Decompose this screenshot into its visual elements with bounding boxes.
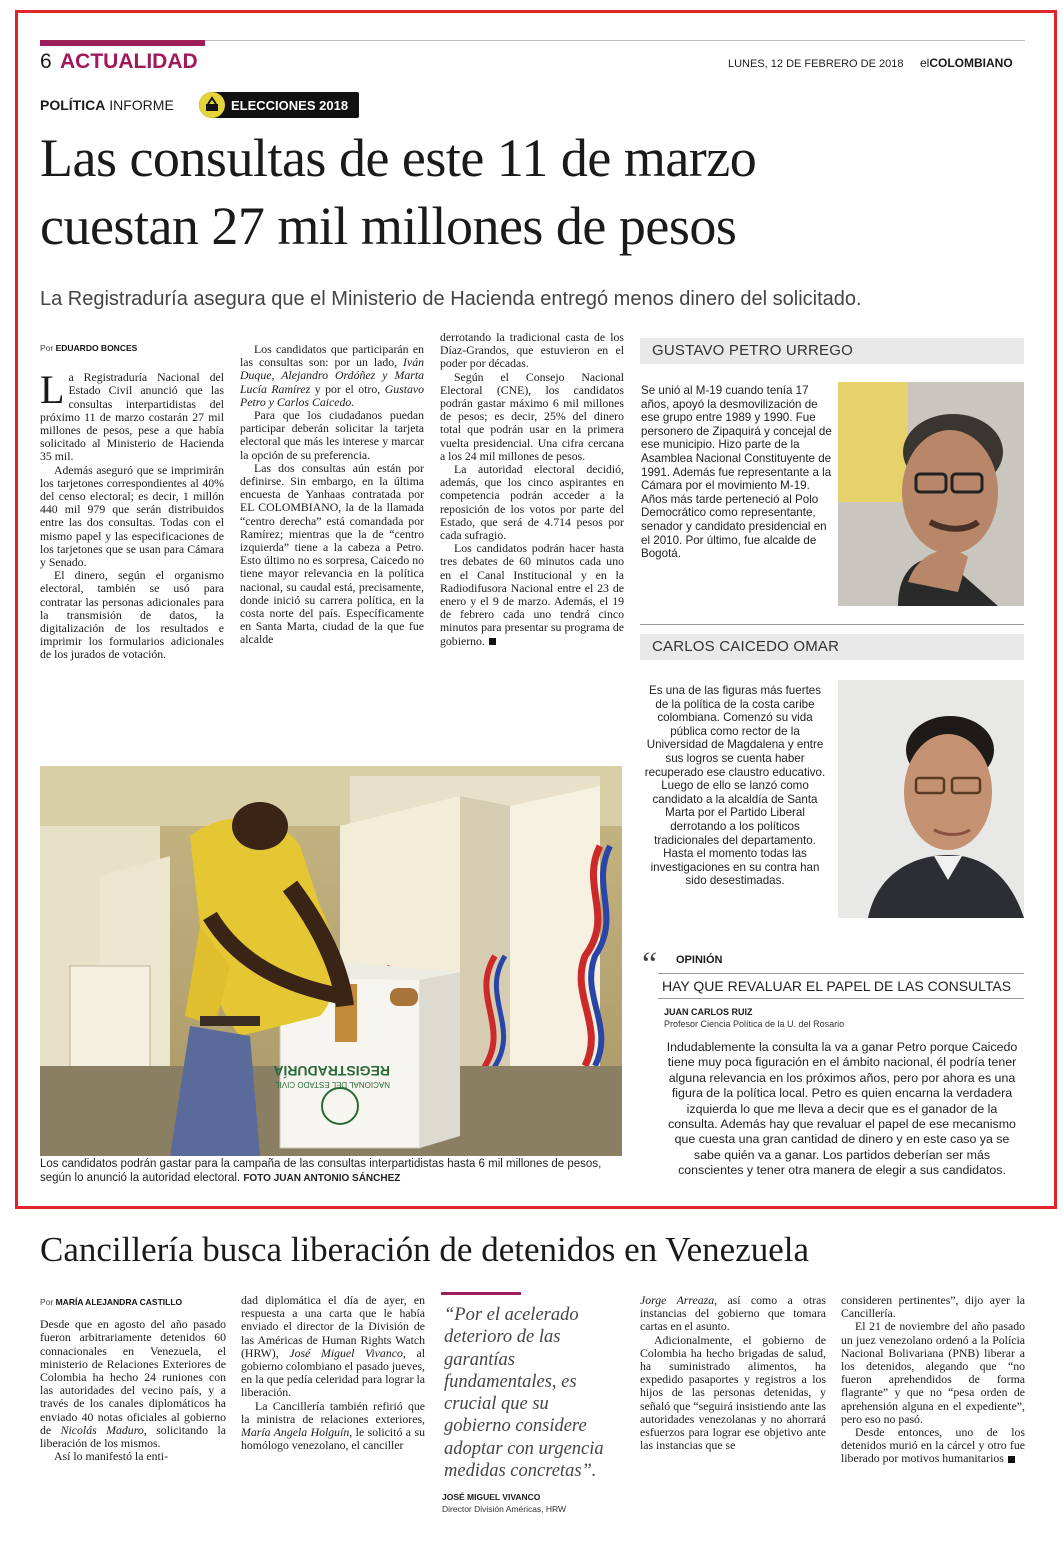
byline xyxy=(40,342,224,355)
opinion-author-role: Profesor Ciencia Política de la U. del Rosario xyxy=(664,1019,845,1029)
paragraph: Adicionalmente, el gobierno de Colombia ha hecho brigadas de salud, ha suministrado alimentos, ha expedido pasaportes y registros a los hijos de las personas detenidas, y señaló que “seguirá insistiendo ante las autoridades venezolanas y no ahorrará esfuerzos para lograr ese objetivo ante las instancias que se xyxy=(640,1332,826,1453)
opinion-author: JUAN CARLOS RUIZ xyxy=(664,1007,753,1017)
profile-caicedo-bio: Es una de las figuras más fuertes de la política de la costa caribe colombiana. Comenzó su vida pública como rector de la Universidad de Magdalena y entre sus logros se cuenta haber recuperado ese claustro educativo. Luego de ello se lanzó como candidato a la alcaldía de Santa Marta por el Partido Liberal derrotando a los políticos tradicionales del departamento. Hasta el momento todas las investigaciones en su contra han sido desestimadas. xyxy=(644,684,826,888)
kicker-section: POLÍTICA xyxy=(40,97,106,113)
author-name: MARÍA ALEJANDRA CASTILLO xyxy=(55,1297,183,1307)
petro-portrait xyxy=(838,382,1024,606)
sidebar-divider xyxy=(640,624,1024,625)
article-column-2 xyxy=(240,343,424,647)
caption-text: Los candidatos podrán gastar para la campaña de las consultas interpartidistas hasta 6 mil millones de pesos, según lo anunció la autoridad electoral. xyxy=(40,1158,602,1184)
author-name: EDUARDO BONCES xyxy=(55,343,138,353)
pullquote-author-role: Director División Américas, HRW xyxy=(442,1504,567,1514)
photo-credit: FOTO JUAN ANTONIO SÁNCHEZ xyxy=(243,1172,401,1184)
person-name: Nicolás Maduro xyxy=(60,1422,144,1437)
candidate-names: Iván Duque, Alejandro Ordóñez y Marta Lucía Ramírez xyxy=(240,355,424,396)
ballot-icon xyxy=(199,92,225,118)
article2-column-4 xyxy=(640,1294,826,1452)
article2-column-5 xyxy=(841,1294,1025,1466)
paragraph xyxy=(841,1426,1025,1466)
section-title: ACTUALIDAD xyxy=(60,50,198,73)
section-accent-bar xyxy=(40,40,205,46)
photo-caption xyxy=(40,1158,626,1185)
article-kicker xyxy=(40,97,174,113)
headline-line-2: cuestan 27 mil millones de pesos xyxy=(40,196,737,256)
pullquote-accent-bar xyxy=(441,1292,521,1295)
paper-name: COLOMBIANO xyxy=(929,56,1013,70)
paragraph: El 21 de noviembre del año pasado un juez venezolano ordenó a la Polícia Nacional Bolivariana (PNB) liberar a los detenidos, alegando que “no fueron aprehendidos de forma flagrante” y que no “pesa orden de aprehensión alguna en el expediente”, pero eso no pasó. xyxy=(841,1319,1025,1426)
article-column-3 xyxy=(440,331,624,648)
paragraph xyxy=(40,1318,226,1450)
paragraph xyxy=(241,1400,425,1453)
paragraph: derrotando la tradicional casta de los Díaz-Grandos, que estuvieron en el poder por décadas. xyxy=(440,330,624,371)
article2-headline: Cancillería busca liberación de detenidos en Venezuela xyxy=(40,1230,810,1269)
article-deck: La Registraduría asegura que el Ministerio de Hacienda entregó menos dinero del solicitado. xyxy=(40,288,862,310)
page-number: 6 xyxy=(40,50,52,73)
profile-petro-bio: Se unió al M-19 cuando tenía 17 años, apoyó la desmovilización de ese grupo entre 1989 y 1990. Fue personero de Zipaquirá y concejal de ese municipio. Hizo parte de la Asamblea Nacional Constituyente de 1991. Además fue representante a la Cámara por el movimiento M-19. Años más tarde perteneció al Polo Democrático como representante, senador y candidato presidencial en el 2010. Por último, fue alcalde de Bogotá. xyxy=(641,384,832,561)
paragraph xyxy=(241,1294,425,1400)
article2-column-2 xyxy=(241,1294,425,1452)
pullquote-author: JOSÉ MIGUEL VIVANCO xyxy=(442,1492,541,1502)
paragraph xyxy=(440,542,624,648)
text-run: dad diplomática el día de ayer, en respuesta a una carta que le había enviado el director de la División de las Américas de Human Rights Watch (HRW), xyxy=(241,1293,425,1360)
text-run: , solicitando la liberación de los mismos. xyxy=(40,1422,226,1451)
paragraph xyxy=(40,367,224,464)
opinion-quote-icon: “ xyxy=(642,946,658,983)
opinion-rule-bottom xyxy=(658,998,1024,999)
end-mark xyxy=(489,638,496,645)
opinion-body: Indudablemente la consulta la va a ganar Petro porque Caicedo tiene muy poca figuración en el ámbito nacional, él podría tener alguna relevancia en los próximos años, pero por ahora es una figura de la política local. Petro es quien encarna la verdadera izquierda lo que me lleva a decir que es el ganador de la consulta. Además hay que revaluar el papel de ese mecanismo que cuesta una gran cantidad de dinero y en este caso ya se sabe quién va a ganar. Los partidos deberían ser más conscientes y tener otra manera de elegir a sus candidatos. xyxy=(666,1040,1018,1178)
paragraph: Además aseguró que se imprimirán los tarjetones correspondientes al 40% del censo electoral; es decir, 1 millón 440 mil 979 que serán distribuidos entre las dos consultas. Todas con el mismo papel y las especificaciones de los tarjetones que se usan para Cámara y Senado. xyxy=(40,462,224,570)
text-run: , así como a otras instancias del gobierno que tomara cartas en el asunto. xyxy=(640,1293,826,1334)
paragraph: La autoridad electoral decidió, además, que los cinco aspirantes en competencia podrán acceder a la reposición de los votos por parte del Estado, que será de 4.714 pesos por cada sufragio. xyxy=(440,462,624,543)
caicedo-portrait xyxy=(838,680,1024,918)
paragraph-text: Los candidatos podrán hacer hasta tres debates de 60 minutos cada uno en el Canal Institucional y en la Radiodifusora Nacional entre el 23 de enero y el 9 de marzo. Además, el 19 de febrero cada uno tendrá cinco minutos para presentar su programa de gobierno. xyxy=(440,541,624,648)
paper-prefix: el xyxy=(920,56,930,70)
paragraph-text: Desde entonces, uno de los detenidos murió en la cárcel y otro fue liberado por motivos humanitarios xyxy=(841,1425,1025,1466)
text-run: La Cancillería también refirió que la ministra de relaciones exteriores, xyxy=(241,1398,425,1426)
person-name: Jorge Arreaza xyxy=(640,1293,715,1307)
election-worker-photo xyxy=(40,766,622,1156)
profile-name: CARLOS CAICEDO OMAR xyxy=(640,634,1024,660)
drop-cap: L xyxy=(40,367,65,413)
paragraph: Según el Consejo Nacional Electoral (CNE), los candidatos podrán gastar máximo 6 mil millones de pesos; es decir, 25% del dinero total que podrán usar en la primera vuelta presidencial. Una cifra cercana a los 24 mil millones de pesos. xyxy=(440,369,624,463)
paragraph xyxy=(240,343,424,409)
opinion-label: OPINIÓN xyxy=(676,954,723,966)
paragraph: Las dos consultas aún están por definirse. Sin embargo, en la última encuesta de Yanhaas contratada por EL COLOMBIANO, la de la llamada “centro derecha” está comandada por Ramírez; mientras que la de “centro izquierda” tiene a la cabeza a Petro. Esto último no es sorpresa, Caicedo no tiene mayor relevancia en la política nacional, su caudal está, precisamente, donde inició su carrera política, en la costa norte del país. Específicamente en Santa Marta, ciudad de la que fue alcalde xyxy=(240,460,424,647)
candidate-names: Gustavo Petro y Carlos Caicedo. xyxy=(240,381,425,409)
newspaper-name xyxy=(920,56,1013,70)
article-column-1 xyxy=(40,342,224,662)
text-run: , le solicitó a su homólogo venezolano, el canciller xyxy=(241,1425,425,1453)
elections-badge xyxy=(199,92,359,118)
profile-caicedo-header xyxy=(640,634,1024,660)
end-mark xyxy=(1008,1456,1015,1463)
kicker-type: INFORME xyxy=(105,97,174,113)
byline-prefix: Por xyxy=(40,1297,56,1307)
byline-prefix: Por xyxy=(40,343,56,353)
paragraph: Así lo manifestó la enti- xyxy=(54,1449,169,1464)
profile-petro-header xyxy=(640,338,1024,364)
text-run: Desde que en agosto del año pasado fueron arbitrariamente detenidos 60 connacionales en Venezuela, el ministerio de Relaciones Exteriores de Colombia ha hecho 24 runiones con las autoridades del vecino país, y a través de los canales diplomáticos ha enviado 40 notas oficiales al gobierno de xyxy=(40,1317,226,1437)
paragraph: El dinero, según el organismo electoral, también se usó para contratar las personas adicionales para la transmisión de datos, la digitalización de los resultados e imprimir los formularios adicionales de los jurados de votación. xyxy=(40,568,224,662)
paragraph: Para que los ciudadanos puedan participar deberán solicitar la tarjeta electoral que más les interese y marcar la opción de su preferencia. xyxy=(240,408,424,462)
box-sublabel: NACIONAL DEL ESTADO CIVIL xyxy=(275,1080,390,1089)
opinion-rule-top xyxy=(658,973,1024,974)
person-name: José Miguel Vivanco xyxy=(289,1345,403,1360)
pullquote: “Por el acelerado deterioro de las garantías fundamentales, es crucial que su gobierno considere adoptar con urgencia medidas concretas”. xyxy=(444,1305,604,1482)
text-run: y por el otro, xyxy=(310,381,385,396)
person-name: María Angela Holguín xyxy=(241,1425,350,1440)
main-photo xyxy=(40,766,622,1156)
headline-line-1: Las consultas de este 11 de marzo xyxy=(40,128,757,188)
article2-column-1 xyxy=(40,1296,226,1463)
byline xyxy=(40,1296,226,1309)
article-headline xyxy=(40,124,1030,260)
profile-name: GUSTAVO PETRO URREGO xyxy=(640,338,1024,364)
paragraph: consideren pertinentes”, dijo ayer la Cancillería. xyxy=(841,1293,1025,1321)
text-run: Los candidatos que participarán en las consultas son: por un lado, xyxy=(240,342,424,370)
badge-label: ELECCIONES 2018 xyxy=(231,97,349,113)
text-run: , al gobierno colombiano el pasado jueves, en la que pedía celeridad para lograr la liberación. xyxy=(241,1345,425,1400)
issue-date: LUNES, 12 DE FEBRERO DE 2018 xyxy=(728,58,904,70)
paragraph-text: a Registraduría Nacional del Estado Civil anunció que las consultas interpartidistas del próximo 11 de marzo costarán 27 mil millones de pesos, pese a que había solicitado al Ministerio de Hacienda 35 mil. xyxy=(40,370,224,464)
opinion-title: HAY QUE REVALUAR EL PAPEL DE LAS CONSULTAS xyxy=(662,978,1012,994)
box-label: REGISTRADURÍA xyxy=(273,1063,390,1079)
paragraph xyxy=(640,1294,826,1334)
